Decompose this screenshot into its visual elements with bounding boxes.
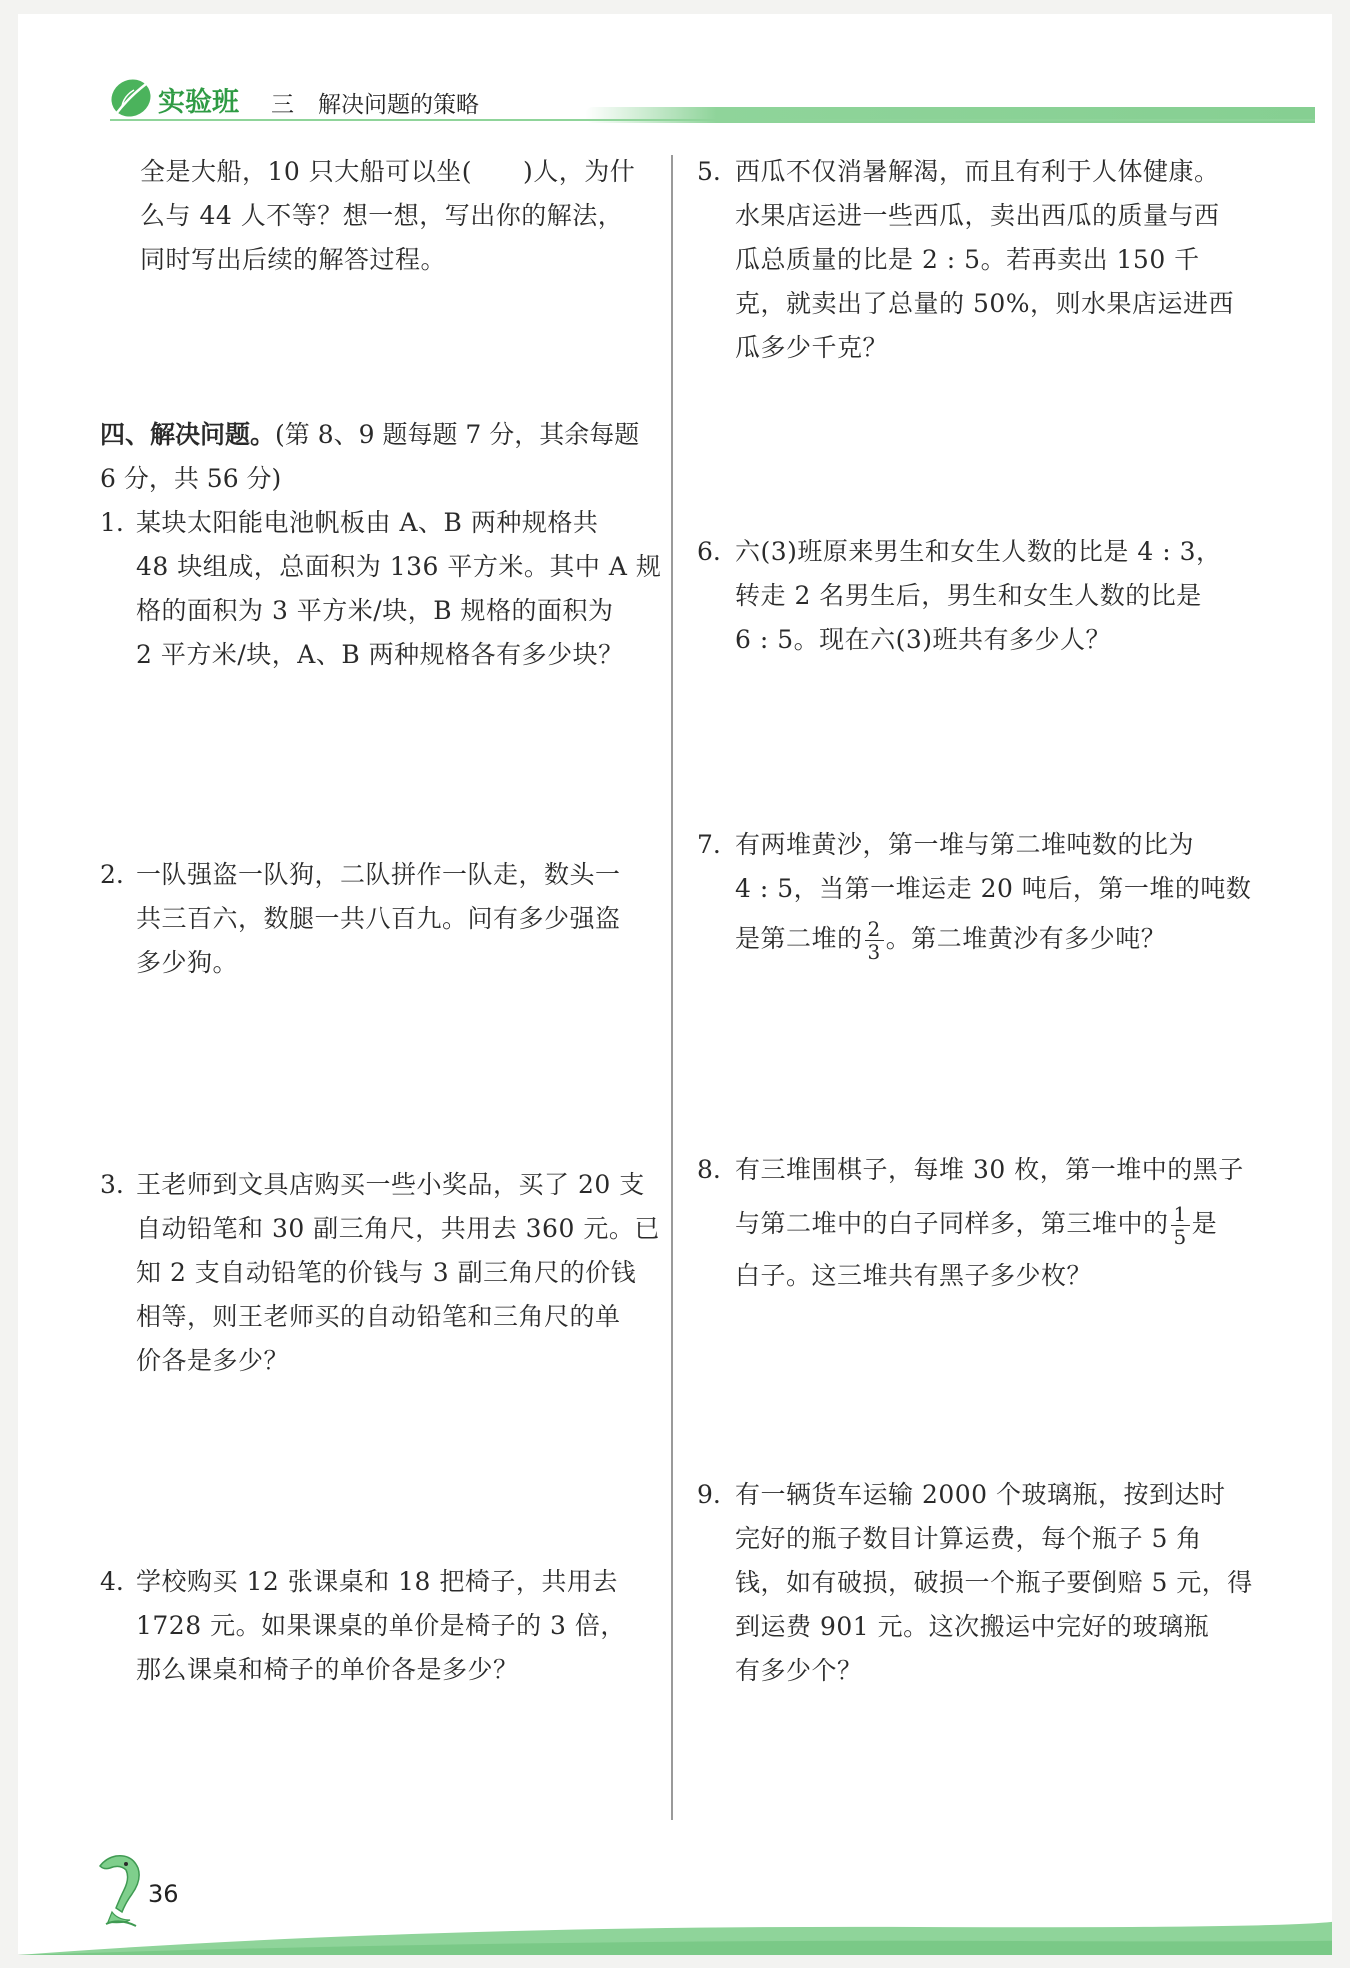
question-number: 3.: [100, 1170, 124, 1199]
text-line: 王老师到文具店购买一些小奖品，买了 20 支: [136, 1170, 645, 1199]
text-line: 钱，如有破损，破损一个瓶子要倒赔 5 元，得: [735, 1568, 1253, 1597]
question-number: 1.: [100, 508, 124, 537]
text-line-with-fraction: [735, 917, 1295, 963]
fraction-denominator: 3: [867, 940, 881, 964]
question-8: [735, 1148, 1295, 1298]
column-divider: [671, 155, 673, 1820]
question-number: 5.: [697, 157, 721, 186]
section-heading: [100, 413, 660, 501]
fraction-denominator: 5: [1173, 1225, 1187, 1249]
header-rule: [110, 119, 1315, 121]
text-segment: 。第二堆黄沙有多少吨？: [885, 924, 1167, 953]
text-line: 克，就卖出了总量的 50%，则水果店运进西: [735, 289, 1235, 318]
text-line: 有两堆黄沙，第一堆与第二堆吨数的比为: [735, 830, 1195, 859]
question-number: 8.: [697, 1155, 721, 1184]
section-note: (第 8、9 题每题 7 分，其余每题: [275, 420, 640, 449]
text-line: 同时写出后续的解答过程。: [140, 245, 447, 274]
question-9: [735, 1473, 1295, 1693]
page-number: 36: [148, 1880, 179, 1908]
fraction-numerator: 1: [1171, 1203, 1190, 1226]
text-line: 价各是多少？: [136, 1346, 290, 1375]
fraction: [865, 918, 884, 963]
text-line: 学校购买 12 张课桌和 18 把椅子，共用去: [136, 1567, 618, 1596]
text-line: 瓜多少千克？: [735, 333, 889, 362]
continued-question: [140, 150, 670, 282]
dolphin-mascot-icon: [86, 1850, 150, 1930]
text-line: 那么课桌和椅子的单价各是多少？: [136, 1655, 519, 1684]
section-title: 四、解决问题。: [100, 420, 276, 449]
text-line: 完好的瓶子数目计算运费，每个瓶子 5 角: [735, 1524, 1202, 1553]
text-line: 相等，则王老师买的自动铅笔和三角尺的单: [136, 1302, 621, 1331]
text-segment: 是: [1191, 1209, 1218, 1238]
text-line: 6 : 5。现在六(3)班共有多少人？: [735, 625, 1112, 654]
question-number: 9.: [697, 1480, 721, 1509]
question-number: 4.: [100, 1567, 124, 1596]
section-note-cont: 6 分，共 56 分): [100, 464, 282, 493]
text-line: 全是大船，10 只大船可以坐( )人，为什: [140, 157, 636, 186]
fraction-numerator: 2: [865, 918, 884, 941]
brand-title: 实验班: [158, 87, 239, 118]
text-line: 有多少个？: [735, 1656, 863, 1685]
text-line: 知 2 支自动铅笔的价钱与 3 副三角尺的价钱: [136, 1258, 637, 1287]
question-number: 7.: [697, 830, 721, 859]
text-line: 么与 44 人不等？想一想，写出你的解法，: [140, 201, 624, 230]
question-number: 2.: [100, 860, 124, 889]
text-line: 有一辆货车运输 2000 个玻璃瓶，按到达时: [735, 1480, 1226, 1509]
text-line: 有三堆围棋子，每堆 30 枚，第一堆中的黑子: [735, 1155, 1244, 1184]
text-line-with-fraction: [735, 1202, 1295, 1248]
question-5: [735, 150, 1295, 370]
text-line: 瓜总质量的比是 2 : 5。若再卖出 150 千: [735, 245, 1200, 274]
question-6: [735, 530, 1295, 662]
text-line: 某块太阳能电池帆板由 A、B 两种规格共: [136, 508, 599, 537]
text-line: 格的面积为 3 平方米/块，B 规格的面积为: [136, 596, 614, 625]
text-segment: 与第二堆中的白子同样多，第三堆中的: [735, 1209, 1169, 1238]
text-line: 1728 元。如果课桌的单价是椅子的 3 倍，: [136, 1611, 626, 1640]
text-line: 水果店运进一些西瓜，卖出西瓜的质量与西: [735, 201, 1220, 230]
chapter-title: 解决问题的策略: [318, 92, 479, 118]
text-line: 一队强盗一队狗，二队拼作一队走，数头一: [136, 860, 621, 889]
text-line: 4 : 5，当第一堆运走 20 吨后，第一堆的吨数: [735, 874, 1252, 903]
question-number: 6.: [697, 537, 721, 566]
question-4: [136, 1560, 666, 1692]
question-7: [735, 823, 1295, 963]
text-line: 白子。这三堆共有黑子多少枚？: [735, 1261, 1093, 1290]
text-line: 到运费 901 元。这次搬运中完好的玻璃瓶: [735, 1612, 1210, 1641]
question-2: [136, 853, 666, 985]
footer-green-band: [18, 1905, 1332, 1955]
text-segment: 是第二堆的: [735, 924, 863, 953]
chapter-number: 三: [271, 92, 294, 118]
text-line: 2 平方米/块，A、B 两种规格各有多少块？: [136, 640, 624, 669]
text-line: 多少狗。: [136, 948, 239, 977]
text-line: 共三百六，数腿一共八百九。问有多少强盗: [136, 904, 621, 933]
question-3: [136, 1163, 666, 1383]
fraction: [1171, 1203, 1190, 1248]
text-line: 六(3)班原来男生和女生人数的比是 4 : 3，: [735, 537, 1222, 566]
text-line: 西瓜不仅消暑解渴，而且有利于人体健康。: [735, 157, 1220, 186]
text-line: 自动铅笔和 30 副三角尺，共用去 360 元。已: [136, 1214, 660, 1243]
text-line: 48 块组成，总面积为 136 平方米。其中 A 规: [136, 552, 662, 581]
leaf-logo-icon: [108, 76, 154, 120]
question-1: [136, 501, 666, 677]
text-line: 转走 2 名男生后，男生和女生人数的比是: [735, 581, 1202, 610]
